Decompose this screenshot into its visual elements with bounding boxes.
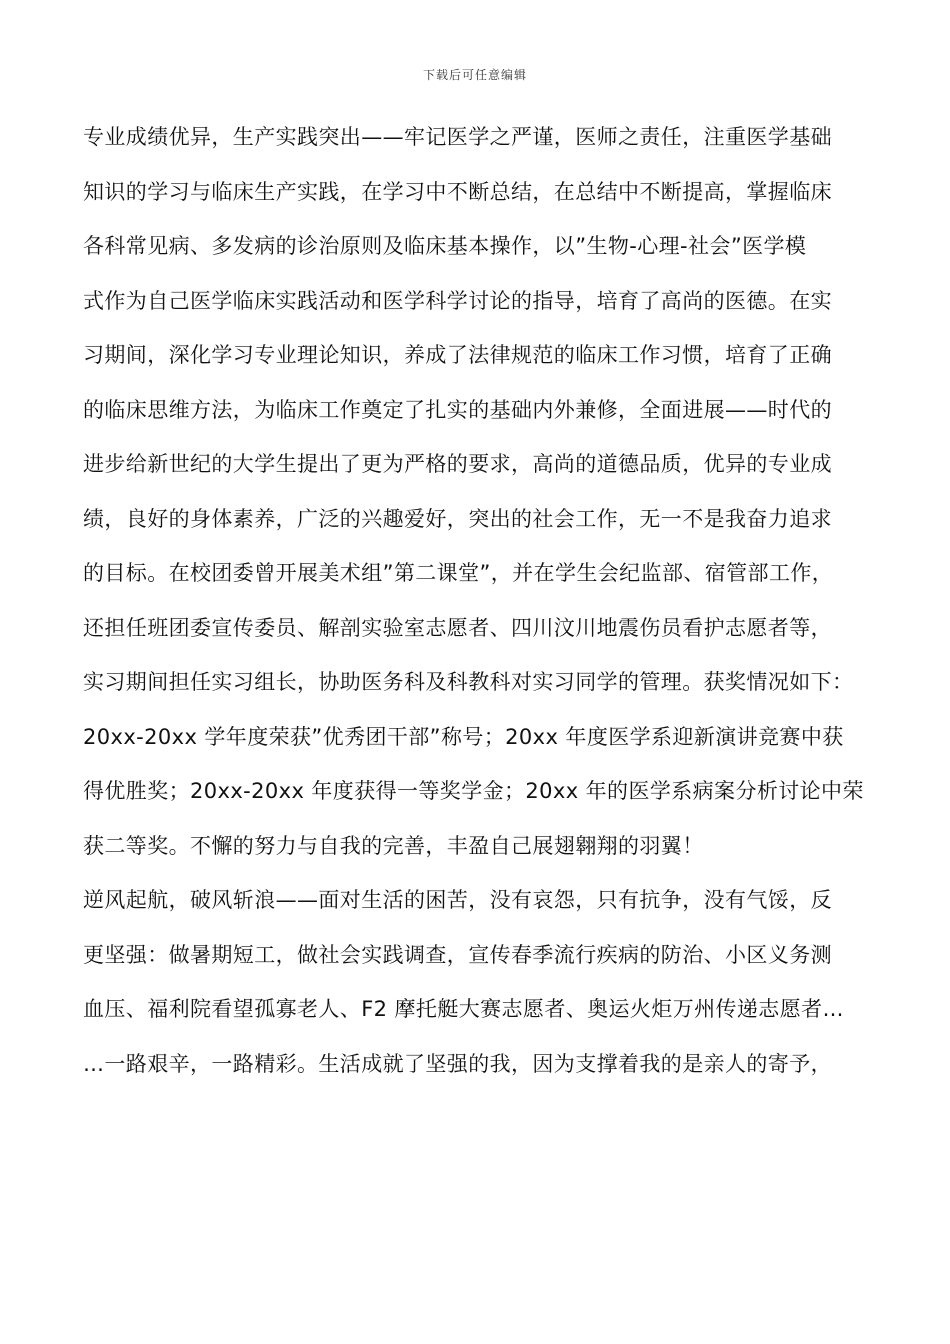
text-line: 习期间，深化学习专业理论知识，养成了法律规范的临床工作习惯，培育了正确	[83, 343, 832, 367]
text-line: 20xx-20xx 学年度荣获”优秀团干部”称号；20xx 年度医学系迎新演讲竞赛中获	[83, 724, 844, 749]
document-body	[83, 118, 883, 1099]
text-line: 专业成绩优异，生产实践突出——牢记医学之严谨，医师之责任，注重医学基础	[83, 125, 832, 149]
text-line: 逆风起航，破风斩浪——面对生活的困苦，没有哀怨，只有抗争，没有气馁，反	[83, 888, 832, 912]
text-line: 得优胜奖；20xx-20xx 年度获得一等奖学金；20xx 年的医学系病案分析讨论中荣	[83, 779, 864, 803]
text-line: 绩，良好的身体素养，广泛的兴趣爱好，突出的社会工作，无一不是我奋力追求	[83, 506, 832, 531]
page-header: 下载后可任意编辑	[422, 68, 527, 82]
text-line: 还担任班团委宣传委员、解剖实验室志愿者、四川汶川地震伤员看护志愿者等，	[83, 615, 832, 640]
text-line: …一路艰辛，一路精彩。生活成就了坚强的我，因为支撑着我的是亲人的寄予，	[83, 1051, 832, 1076]
text-line: 式作为自己医学临床实践活动和医学科学讨论的指导，培育了高尚的医德。在实	[83, 288, 832, 313]
text-line: 知识的学习与临床生产实践，在学习中不断总结，在总结中不断提高，掌握临床	[83, 179, 832, 204]
text-line: 的临床思维方法，为临床工作奠定了扎实的基础内外兼修，全面进展——时代的	[83, 397, 832, 422]
text-line: 的目标。在校团委曾开展美术组”第二课堂”，并在学生会纪监部、宿管部工作，	[83, 561, 834, 585]
text-line: 更坚强：做暑期短工，做社会实践调查，宣传春季流行疾病的防治、小区义务测	[83, 942, 832, 967]
text-line: 实习期间担任实习组长，协助医务科及科教科对实习同学的管理。获奖情况如下：	[83, 670, 854, 694]
text-line: 获二等奖。不懈的努力与自我的完善，丰盈自己展翅翱翔的羽翼！	[83, 833, 704, 858]
text-line: 进步给新世纪的大学生提出了更为严格的要求，高尚的道德品质，优异的专业成	[83, 452, 832, 476]
text-line: 各科常见病、多发病的诊治原则及临床基本操作，以”生物-心理-社会”医学模	[83, 234, 807, 258]
text-line: 血压、福利院看望孤寡老人、F2 摩托艇大赛志愿者、奥运火炬万州传递志愿者…	[83, 997, 844, 1021]
